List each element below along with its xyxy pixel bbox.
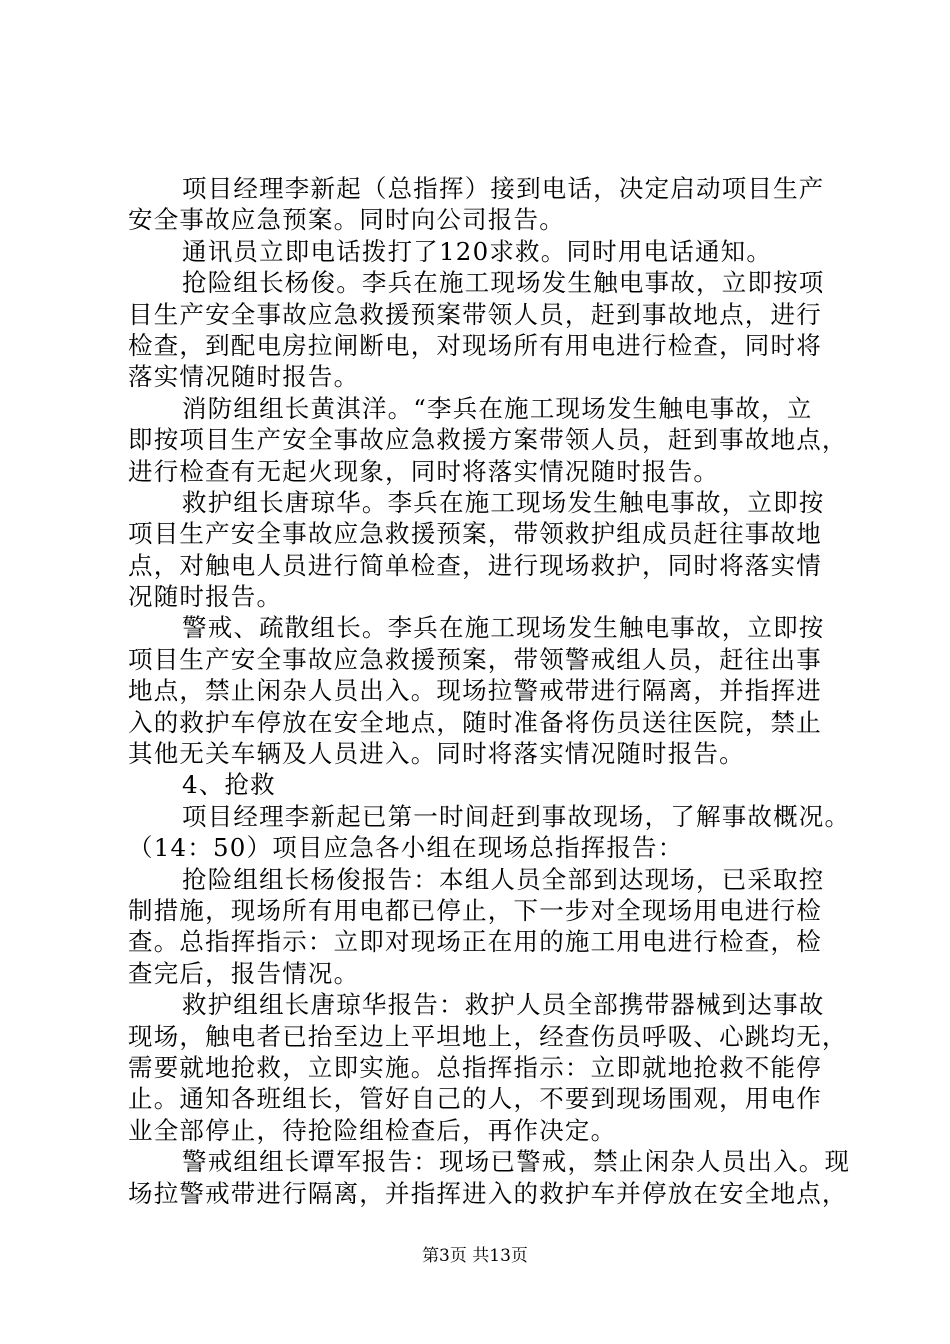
paragraph-line: 止。通知各班组长，管好自己的人，不要到现场围观，用电作 — [128, 1084, 822, 1114]
paragraph-line: 安全事故应急预案。同时向公司报告。 — [128, 205, 565, 235]
paragraph-line: 需要就地抢救，立即实施。总指挥指示：立即就地抢救不能停 — [128, 1052, 822, 1082]
paragraph-line: （14：50）项目应急各小组在现场总指挥报告： — [128, 833, 684, 863]
page-number-footer: 第3页 共13页 — [422, 1246, 528, 1266]
document-body — [128, 173, 851, 1209]
paragraph-line: 救护组长唐琼华。李兵在施工现场发生触电事故，立即按 — [182, 487, 825, 517]
paragraph-line: 现场，触电者已抬至边上平坦地上，经查伤员呼吸、心跳均无， — [128, 1021, 848, 1051]
paragraph-line: 通讯员立即电话拨打了120求救。同时用电话通知。 — [182, 236, 773, 266]
paragraph-line: 查完后，报告情况。 — [128, 958, 360, 988]
paragraph-line: 警戒、疏散组长。李兵在施工现场发生触电事故，立即按 — [182, 613, 825, 643]
paragraph-line: 消防组组长黄淇洋。“李兵在施工现场发生触电事故，立 — [182, 393, 813, 423]
paragraph-line: 目生产安全事故应急救援预案带领人员，赶到事故地点，进行 — [128, 299, 822, 329]
paragraph-line: 即按项目生产安全事故应急救援方案带领人员，赶到事故地点， — [128, 425, 848, 455]
paragraph-line: 警戒组组长谭军报告：现场已警戒，禁止闲杂人员出入。现 — [182, 1147, 851, 1177]
paragraph-line: 项目经理李新起（总指挥）接到电话，决定启动项目生产 — [182, 174, 825, 203]
paragraph-line: 入的救护车停放在安全地点，随时准备将伤员送往医院，禁止 — [128, 707, 822, 737]
paragraph-line: 项目经理李新起已第一时间赶到事故现场，了解事故概况。 — [182, 801, 851, 831]
paragraph-line: 地点，禁止闲杂人员出入。现场拉警戒带进行隔离，并指挥进 — [128, 676, 822, 706]
paragraph-line: 检查，到配电房拉闸断电，对现场所有用电进行检查，同时将 — [128, 330, 822, 360]
paragraph-line: 落实情况随时报告。 — [128, 362, 360, 392]
paragraph-line: 项目生产安全事故应急救援预案，带领警戒组人员，赶往出事 — [128, 644, 822, 674]
section-heading: 4、抢救 — [182, 770, 276, 800]
paragraph-line: 抢险组组长杨俊报告：本组人员全部到达现场，已采取控 — [182, 864, 825, 894]
paragraph-line: 制措施，现场所有用电都已停止，下一步对全现场用电进行检 — [128, 895, 822, 925]
paragraph-line: 其他无关车辆及人员进入。同时将落实情况随时报告。 — [128, 739, 745, 769]
paragraph-line: 救护组组长唐琼华报告：救护人员全部携带器械到达事故 — [182, 990, 825, 1020]
paragraph-line: 查。总指挥指示：立即对现场正在用的施工用电进行检查，检 — [128, 927, 822, 957]
paragraph-line: 进行检查有无起火现象，同时将落实情况随时报告。 — [128, 456, 720, 486]
paragraph-line: 点，对触电人员进行简单检查，进行现场救护，同时将落实情 — [128, 550, 822, 580]
paragraph-line: 场拉警戒带进行隔离，并指挥进入的救护车并停放在安全地点， — [128, 1178, 848, 1208]
paragraph-line: 况随时报告。 — [128, 582, 283, 612]
paragraph-line: 业全部停止，待抢险组检查后，再作决定。 — [128, 1115, 617, 1145]
paragraph-line: 项目生产安全事故应急救援预案，带领救护组成员赶往事故地 — [128, 519, 822, 549]
paragraph-line: 抢险组长杨俊。李兵在施工现场发生触电事故，立即按项 — [182, 268, 825, 298]
